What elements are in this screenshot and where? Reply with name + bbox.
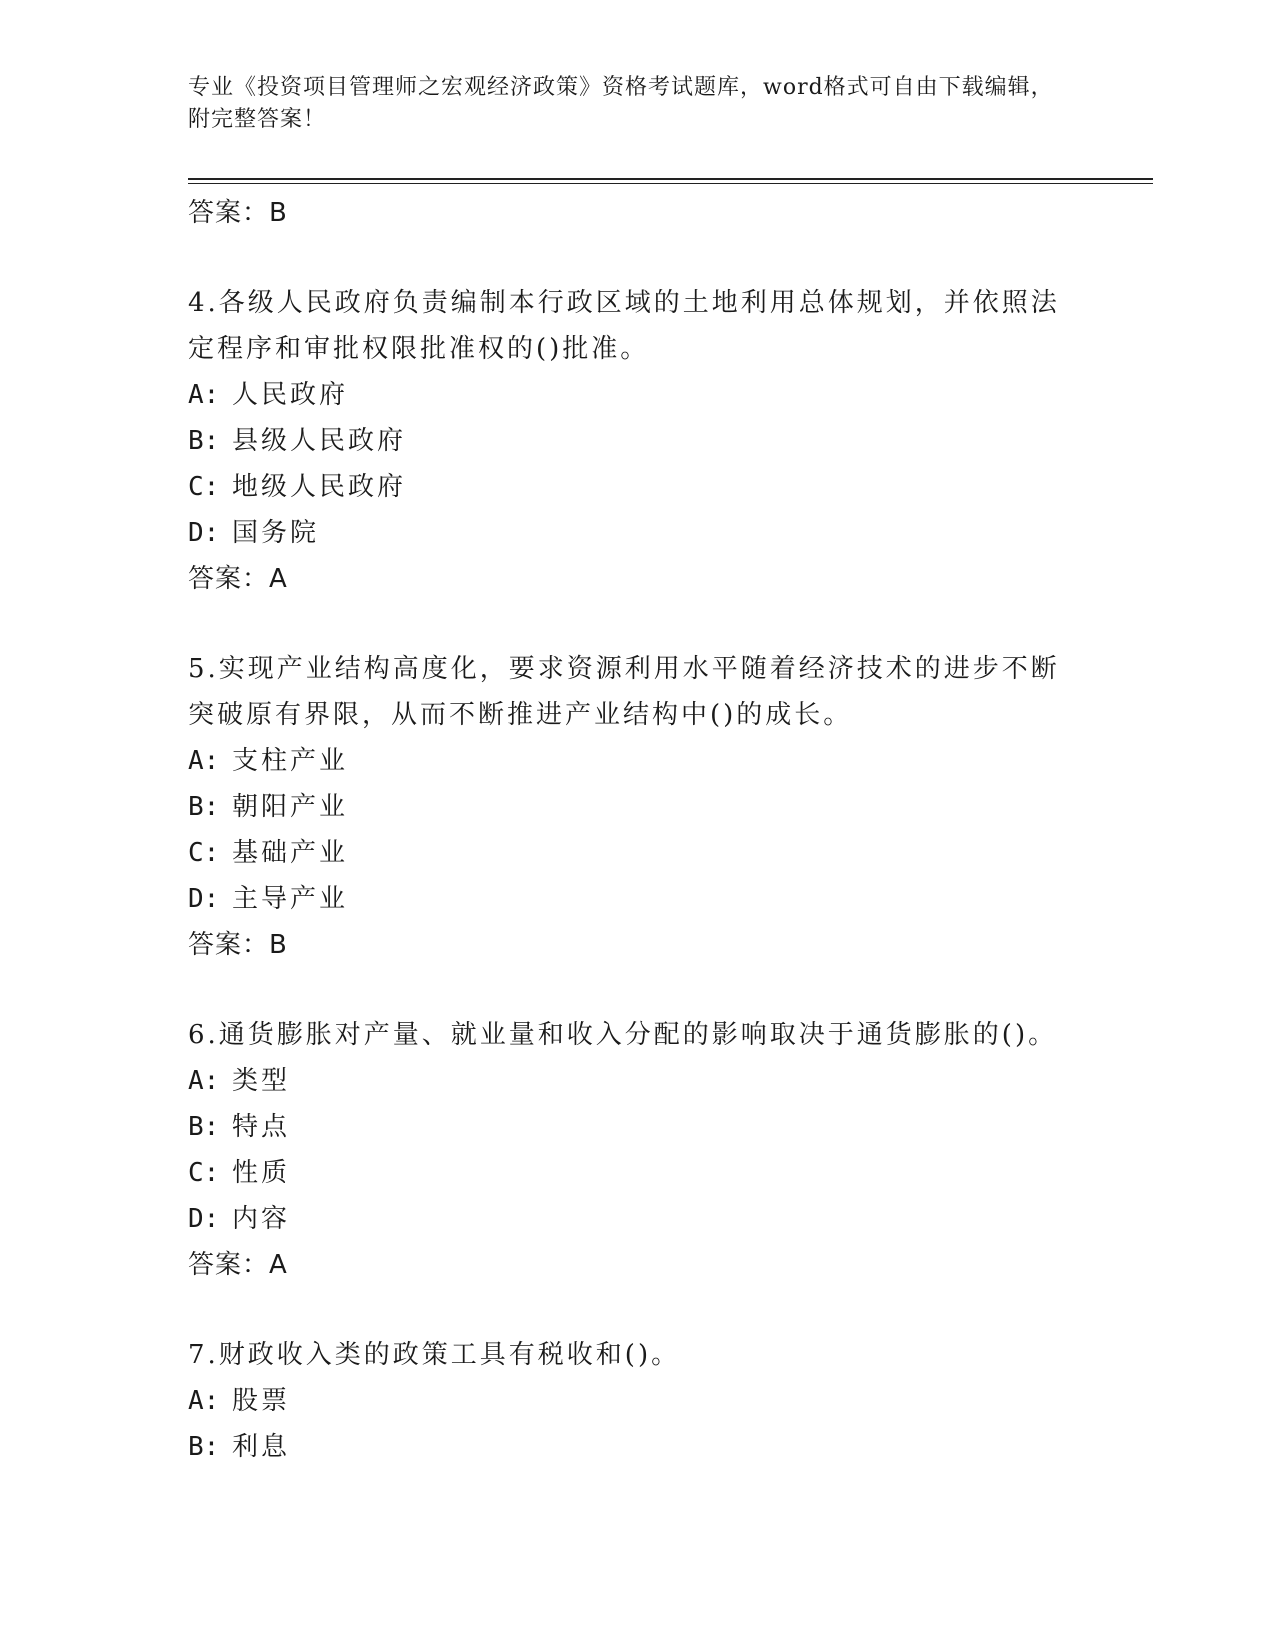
header-divider <box>188 178 1153 180</box>
answer-line: 答案：A <box>188 564 288 594</box>
option-letter: A: <box>188 380 220 410</box>
option-text: 县级人民政府 <box>232 426 407 456</box>
option-text: 主导产业 <box>232 884 349 914</box>
answer-line: 答案：B <box>188 930 288 960</box>
option-a <box>188 738 1068 784</box>
option-b <box>188 1104 1068 1150</box>
option-text: 基础产业 <box>232 838 349 868</box>
option-text: 人民政府 <box>232 380 349 410</box>
option-c <box>188 1150 1068 1196</box>
option-b <box>188 784 1068 830</box>
option-letter: D: <box>188 518 220 548</box>
question-text: 7.财政收入类的政策工具有税收和()。 <box>188 1340 681 1370</box>
question-item <box>188 1012 1068 1288</box>
option-text: 国务院 <box>232 518 320 548</box>
option-a <box>188 1058 1068 1104</box>
option-d <box>188 510 1068 556</box>
option-letter: A: <box>188 1386 220 1416</box>
option-c <box>188 464 1068 510</box>
option-text: 朝阳产业 <box>232 792 349 822</box>
option-letter: B: <box>188 1432 220 1462</box>
question-text: 5.实现产业结构高度化，要求资源利用水平随着经济技术的进步不断突破原有界限，从而不断推进产业结构中()的成长。 <box>188 654 1060 730</box>
option-letter: B: <box>188 792 220 822</box>
question-item <box>188 646 1068 968</box>
option-b <box>188 1424 1068 1470</box>
option-letter: D: <box>188 1204 220 1234</box>
option-c <box>188 830 1068 876</box>
answer-line: 答案：A <box>188 1250 288 1280</box>
option-text: 类型 <box>232 1066 291 1096</box>
option-a <box>188 1378 1068 1424</box>
option-letter: A: <box>188 746 220 776</box>
answer-line: 答案：B <box>188 198 288 228</box>
option-b <box>188 418 1068 464</box>
option-text: 利息 <box>232 1432 291 1462</box>
option-letter: D: <box>188 884 220 914</box>
option-text: 特点 <box>232 1112 291 1142</box>
option-text: 股票 <box>232 1386 291 1416</box>
option-letter: C: <box>188 1158 220 1188</box>
option-letter: C: <box>188 472 220 502</box>
option-letter: B: <box>188 1112 220 1142</box>
option-text: 性质 <box>232 1158 291 1188</box>
header-divider-thin <box>188 183 1153 184</box>
option-text: 地级人民政府 <box>232 472 407 502</box>
option-letter: B: <box>188 426 220 456</box>
option-letter: C: <box>188 838 220 868</box>
question-item <box>188 1332 1068 1470</box>
option-text: 内容 <box>232 1204 291 1234</box>
question-text: 6.通货膨胀对产量、就业量和收入分配的影响取决于通货膨胀的()。 <box>188 1020 1058 1050</box>
option-letter: A: <box>188 1066 220 1096</box>
option-d <box>188 1196 1068 1242</box>
question-item <box>188 280 1068 602</box>
question-list <box>188 190 1068 1470</box>
option-d <box>188 876 1068 922</box>
option-text: 支柱产业 <box>232 746 349 776</box>
question-text: 4.各级人民政府负责编制本行政区域的土地利用总体规划，并依照法定程序和审批权限批准权的()批准。 <box>188 288 1060 364</box>
document-header: 专业《投资项目管理师之宏观经济政策》资格考试题库，word格式可自由下载编辑，附完整答案！ <box>188 75 1054 132</box>
option-a <box>188 372 1068 418</box>
